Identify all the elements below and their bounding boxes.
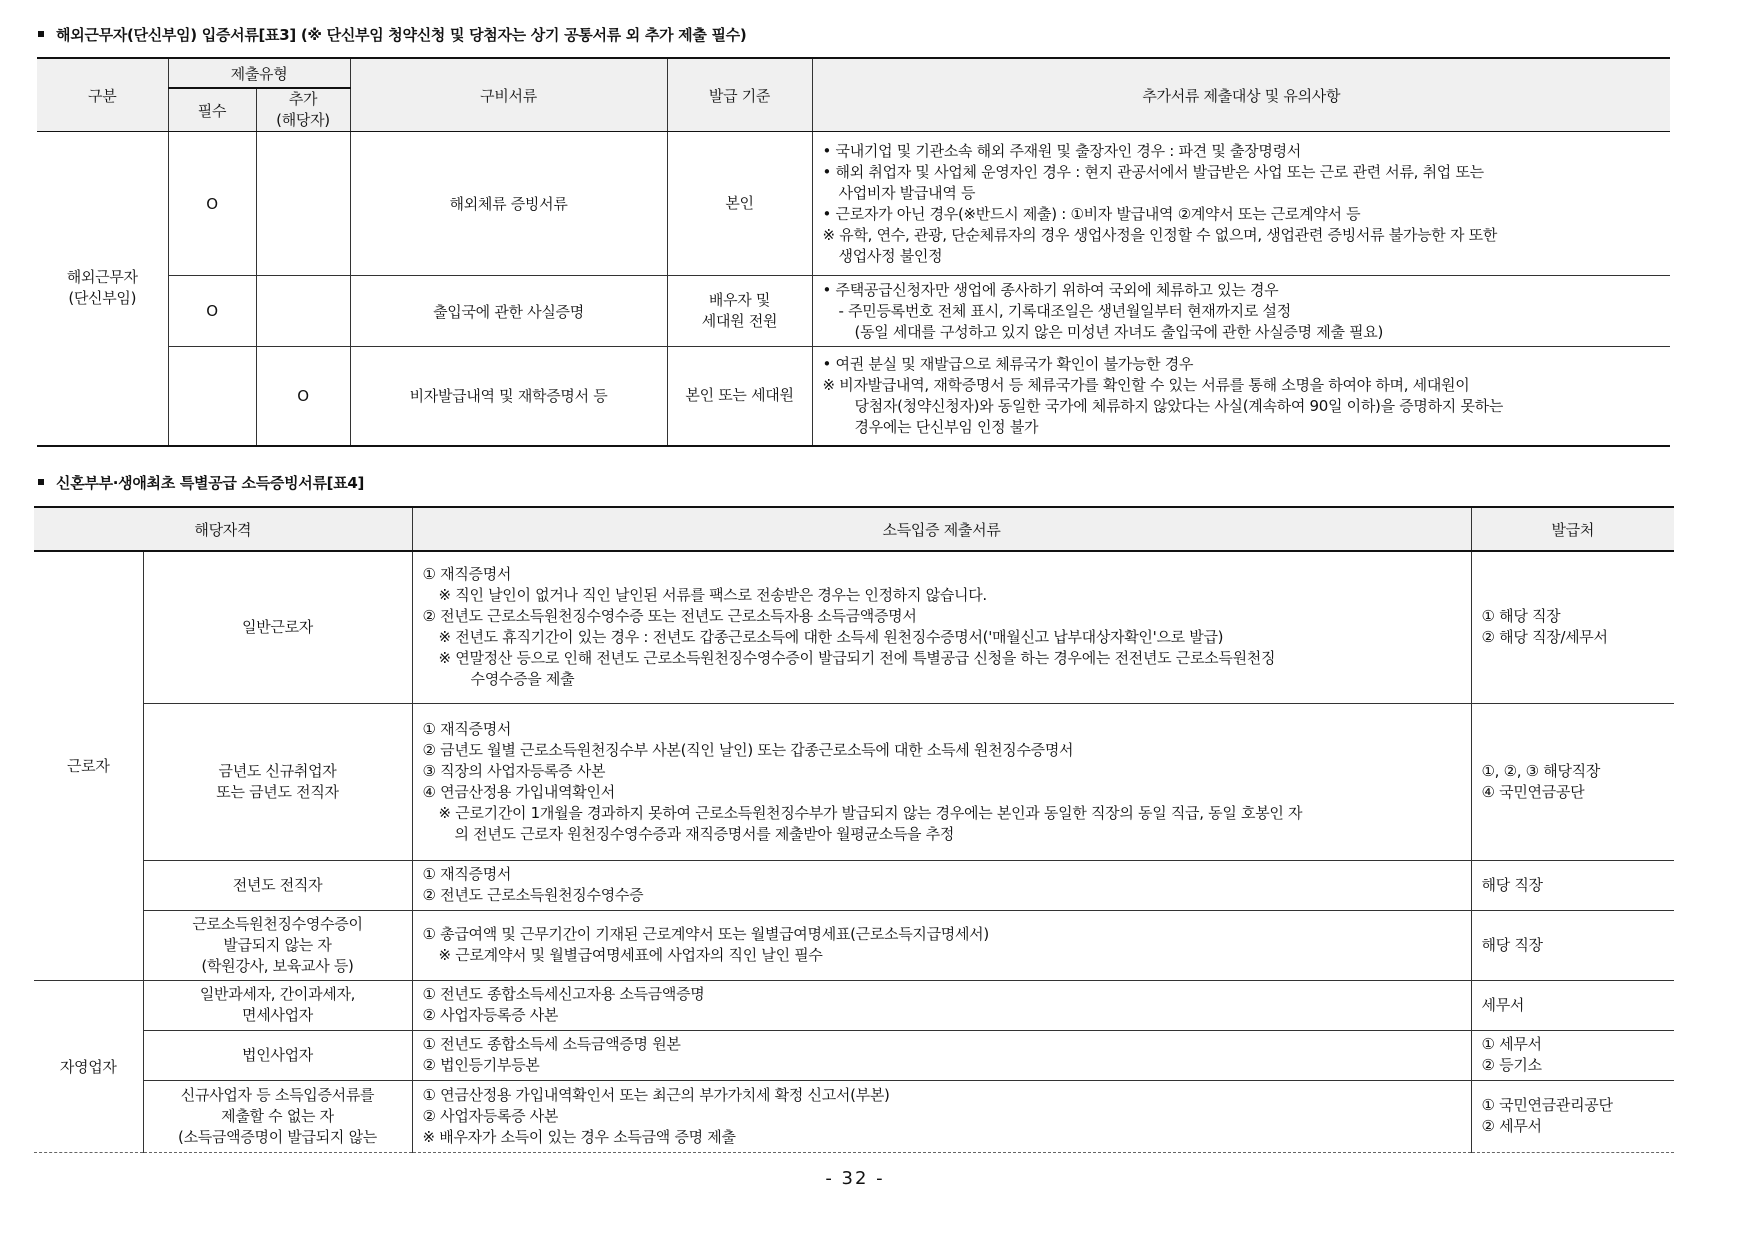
required-mark: O: [168, 276, 256, 347]
income-documents-table: [34, 506, 1674, 1153]
docs-cell: ① 총급여액 및 근무기간이 기재된 근로계약서 또는 월별급여명세표(근로소득지급명세서) ※ 근로계약서 및 월별급여명세표에 사업자의 직인 날인 필수: [412, 910, 1471, 980]
issuer-cell: ① 세무서 ② 등기소: [1471, 1030, 1674, 1080]
docs-cell: ① 전년도 종합소득세 소득금액증명 원본 ② 법인등기부등본: [412, 1030, 1471, 1080]
table-row: [34, 860, 1674, 910]
issuer-cell: ①, ②, ③ 해당직장 ④ 국민연금공단: [1471, 703, 1674, 860]
docs-cell: ① 연금산정용 가입내역확인서 또는 최근의 부가가치세 확정 신고서(부본) ② 사업자등록증 사본 ※ 배우자가 소득이 있는 경우 소득금액 증명 제출: [412, 1080, 1471, 1152]
table-row: [34, 1080, 1674, 1152]
header-qualification: 해당자격: [34, 507, 412, 551]
additional-mark: [256, 132, 350, 276]
table-row: [34, 910, 1674, 980]
docs-cell: ① 재직증명서 ※ 직인 날인이 없거나 직인 날인된 서류를 팩스로 전송받은 경우는 인정하지 않습니다. ② 전년도 근로소득원천징수영수증 또는 전년도 근로소득자용 소득금액증명서 ※ 전년도 휴직기간이 있는 경우 : 전년도 갑종근로소득에 대한 소득세 원천징수증명서('매월신고 납부대상자확인'으로 발급) ※ 연말정산 등으로 인해 전년도 근로소득원천징수영수증이 발급되기 전에 특별공급 신청을 하는 경우에는 전전년도 근로소득원천징 수영수증을 제출: [412, 551, 1471, 703]
table-row: [34, 1030, 1674, 1080]
qualification-type: 전년도 전직자: [143, 860, 412, 910]
docs-cell: ① 재직증명서 ② 전년도 근로소득원천징수영수증: [412, 860, 1471, 910]
qualification-type: 근로소득원천징수영수증이 발급되지 않는 자 (학원강사, 보육교사 등): [143, 910, 412, 980]
header-notes: 추가서류 제출대상 및 유의사항: [812, 58, 1670, 132]
table-row: [34, 703, 1674, 860]
document-name: 비자발급내역 및 재학증명서 등: [350, 347, 667, 446]
required-mark: O: [168, 132, 256, 276]
required-mark: [168, 347, 256, 446]
header-income-docs: 소득입증 제출서류: [412, 507, 1471, 551]
header-issue-basis: 발급 기준: [667, 58, 812, 132]
section-title-text: 해외근무자(단신부임) 입증서류[표3] (※ 단신부임 청약신청 및 당첨자는 상기 공통서류 외 추가 제출 필수): [56, 26, 747, 44]
header-required: 필수: [168, 88, 256, 132]
issuer-cell: ① 해당 직장 ② 해당 직장/세무서: [1471, 551, 1674, 703]
bullet-icon: [38, 31, 44, 37]
notes-cell: • 여권 분실 및 재발급으로 체류국가 확인이 불가능한 경우 ※ 비자발급내역, 재학증명서 등 체류국가를 확인할 수 있는 서류를 통해 소명을 하여야 하며, 세대원이 당첨자(청약신청자)와 동일한 국가에 체류하지 않았다는 사실(계속하여 90일 이하)을 증명하지 못하는 경우에는 단신부임 인정 불가: [812, 347, 1670, 446]
group-employee: 근로자: [34, 551, 143, 980]
docs-cell: ① 재직증명서 ② 금년도 월별 근로소득원천징수부 사본(직인 날인) 또는 갑종근로소득에 대한 소득세 원천징수증명서 ③ 직장의 사업자등록증 사본 ④ 연금산정용 가입내역확인서 ※ 근로기간이 1개월을 경과하지 못하여 근로소득원천징수부가 발급되지 않는 경우에는 본인과 동일한 직장의 동일 직급, 동일 호봉인 자 의 전년도 근로자 원천징수영수증과 재직증명서를 제출받아 월평균소득을 추정: [412, 703, 1471, 860]
qualification-type: 금년도 신규취업자 또는 금년도 전직자: [143, 703, 412, 860]
header-submit-type: 제출유형: [168, 58, 350, 88]
header-documents: 구비서류: [350, 58, 667, 132]
qualification-type: 법인사업자: [143, 1030, 412, 1080]
header-category: 구분: [37, 58, 168, 132]
table-row: [34, 551, 1674, 703]
table-row: [34, 980, 1674, 1030]
issuer-cell: ① 국민연금관리공단 ② 세무서: [1471, 1080, 1674, 1152]
table-row: [37, 276, 1670, 347]
issuer-cell: 세무서: [1471, 980, 1674, 1030]
issue-basis: 본인: [667, 132, 812, 276]
qualification-type: 일반과세자, 간이과세자, 면세사업자: [143, 980, 412, 1030]
table-row: [37, 347, 1670, 446]
bullet-icon: [38, 479, 44, 485]
additional-mark: O: [256, 347, 350, 446]
section-title-text: 신혼부부·생애최초 특별공급 소득증빙서류[표4]: [56, 474, 365, 492]
notes-cell: • 국내기업 및 기관소속 해외 주재원 및 출장자인 경우 : 파견 및 출장명령서 • 해외 취업자 및 사업체 운영자인 경우 : 현지 관공서에서 발급받은 사업 또는 근로 관련 서류, 취업 또는 사업비자 발급내역 등 • 근로자가 아닌 경우(※반드시 제출) : ①비자 발급내역 ②계약서 또는 근로계약서 등 ※ 유학, 연수, 관광, 단순체류자의 경우 생업사정을 인정할 수 없으며, 생업관련 증빙서류 불가능한 자 또한 생업사정 불인정: [812, 132, 1670, 276]
section-title-overseas: [38, 24, 746, 45]
page-number: - 32 -: [825, 1168, 885, 1189]
document-name: 출입국에 관한 사실증명: [350, 276, 667, 347]
table-row: [37, 132, 1670, 276]
document-name: 해외체류 증빙서류: [350, 132, 667, 276]
issuer-cell: 해당 직장: [1471, 910, 1674, 980]
header-additional: 추가 (해당자): [256, 88, 350, 132]
qualification-type: 신규사업자 등 소득입증서류를 제출할 수 없는 자 (소득금액증명이 발급되지 않는: [143, 1080, 412, 1152]
qualification-type: 일반근로자: [143, 551, 412, 703]
category-cell: 해외근무자 (단신부임): [37, 132, 168, 446]
notes-cell: • 주택공급신청자만 생업에 종사하기 위하여 국외에 체류하고 있는 경우 - 주민등록번호 전체 표시, 기록대조일은 생년월일부터 현재까지로 설정 (동일 세대를 구성하고 있지 않은 미성년 자녀도 출입국에 관한 사실증명 제출 필요): [812, 276, 1670, 347]
group-self-employed: 자영업자: [34, 980, 143, 1152]
additional-mark: [256, 276, 350, 347]
issue-basis: 배우자 및 세대원 전원: [667, 276, 812, 347]
docs-cell: ① 전년도 종합소득세신고자용 소득금액증명 ② 사업자등록증 사본: [412, 980, 1471, 1030]
overseas-documents-table: [37, 57, 1670, 447]
issuer-cell: 해당 직장: [1471, 860, 1674, 910]
section-title-income: [38, 472, 364, 493]
header-issuer: 발급처: [1471, 507, 1674, 551]
issue-basis: 본인 또는 세대원: [667, 347, 812, 446]
